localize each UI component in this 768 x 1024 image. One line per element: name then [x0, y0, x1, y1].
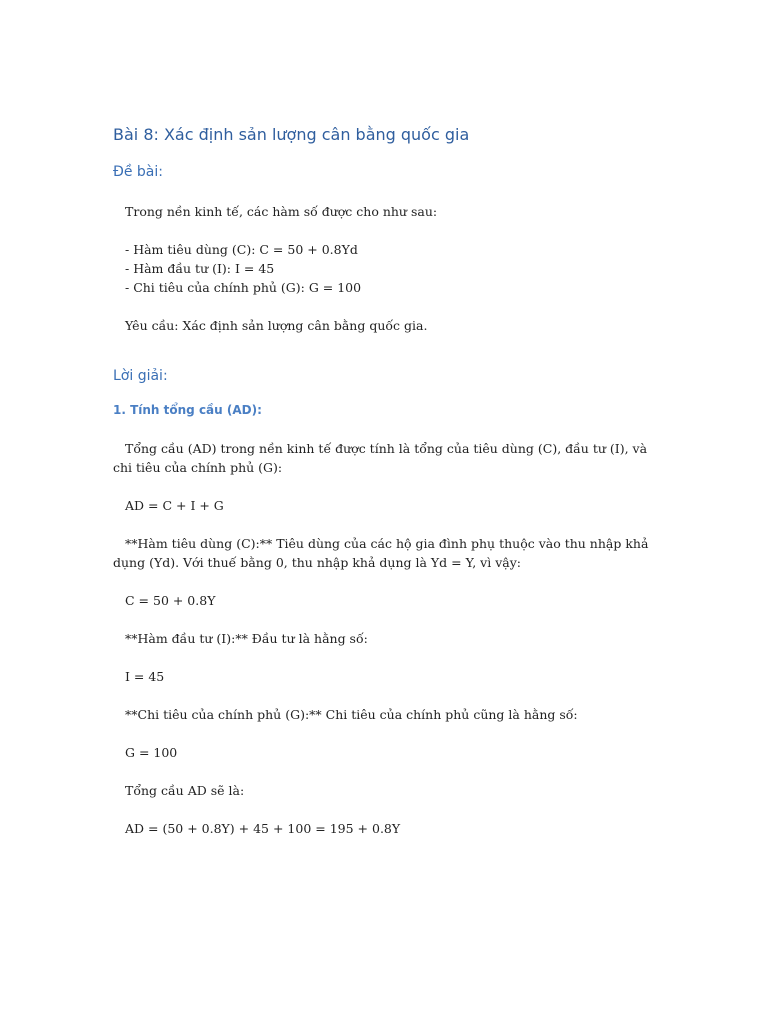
- document-content: [113, 124, 653, 838]
- equation-ad: AD = C + I + G: [125, 498, 224, 513]
- paragraph-investment: **Hàm đầu tư (I):** Đầu tư là hằng số:: [125, 631, 368, 646]
- equation-consumption: C = 50 + 0.8Y: [125, 593, 216, 608]
- function-item-consumption: - Hàm tiêu dùng (C): C = 50 + 0.8Yd: [125, 242, 358, 257]
- paragraph-consumption: **Hàm tiêu dùng (C):** Tiêu dùng của các hộ gia đình phụ thuộc vào thu nhập khả dụng (Yd). Với thuế bằng 0, thu nhập khả dụng là Yd = Y, vì vậy:: [113, 536, 649, 570]
- problem-intro: Trong nền kinh tế, các hàm số được cho như sau:: [125, 204, 438, 219]
- document-title: Bài 8: Xác định sản lượng cân bằng quốc gia: [113, 125, 470, 144]
- step1-heading: 1. Tính tổng cầu (AD):: [113, 403, 262, 417]
- problem-heading: Đề bài:: [113, 164, 163, 180]
- paragraph-government: **Chi tiêu của chính phủ (G):** Chi tiêu của chính phủ cũng là hằng số:: [125, 707, 578, 722]
- function-list: [113, 240, 653, 297]
- problem-requirement: Yêu cầu: Xác định sản lượng cân bằng quốc gia.: [125, 318, 428, 333]
- equation-investment: I = 45: [125, 669, 165, 684]
- equation-government: G = 100: [125, 745, 178, 760]
- function-item-government: - Chi tiêu của chính phủ (G): G = 100: [125, 280, 362, 295]
- paragraph-total-ad: Tổng cầu AD sẽ là:: [125, 783, 245, 798]
- function-item-investment: - Hàm đầu tư (I): I = 45: [125, 261, 275, 276]
- solution-heading: Lời giải:: [113, 368, 168, 384]
- equation-total-ad: AD = (50 + 0.8Y) + 45 + 100 = 195 + 0.8Y: [125, 821, 401, 836]
- paragraph-aggregate-demand: Tổng cầu (AD) trong nền kinh tế được tính là tổng của tiêu dùng (C), đầu tư (I), và chi tiêu của chính phủ (G):: [113, 441, 648, 475]
